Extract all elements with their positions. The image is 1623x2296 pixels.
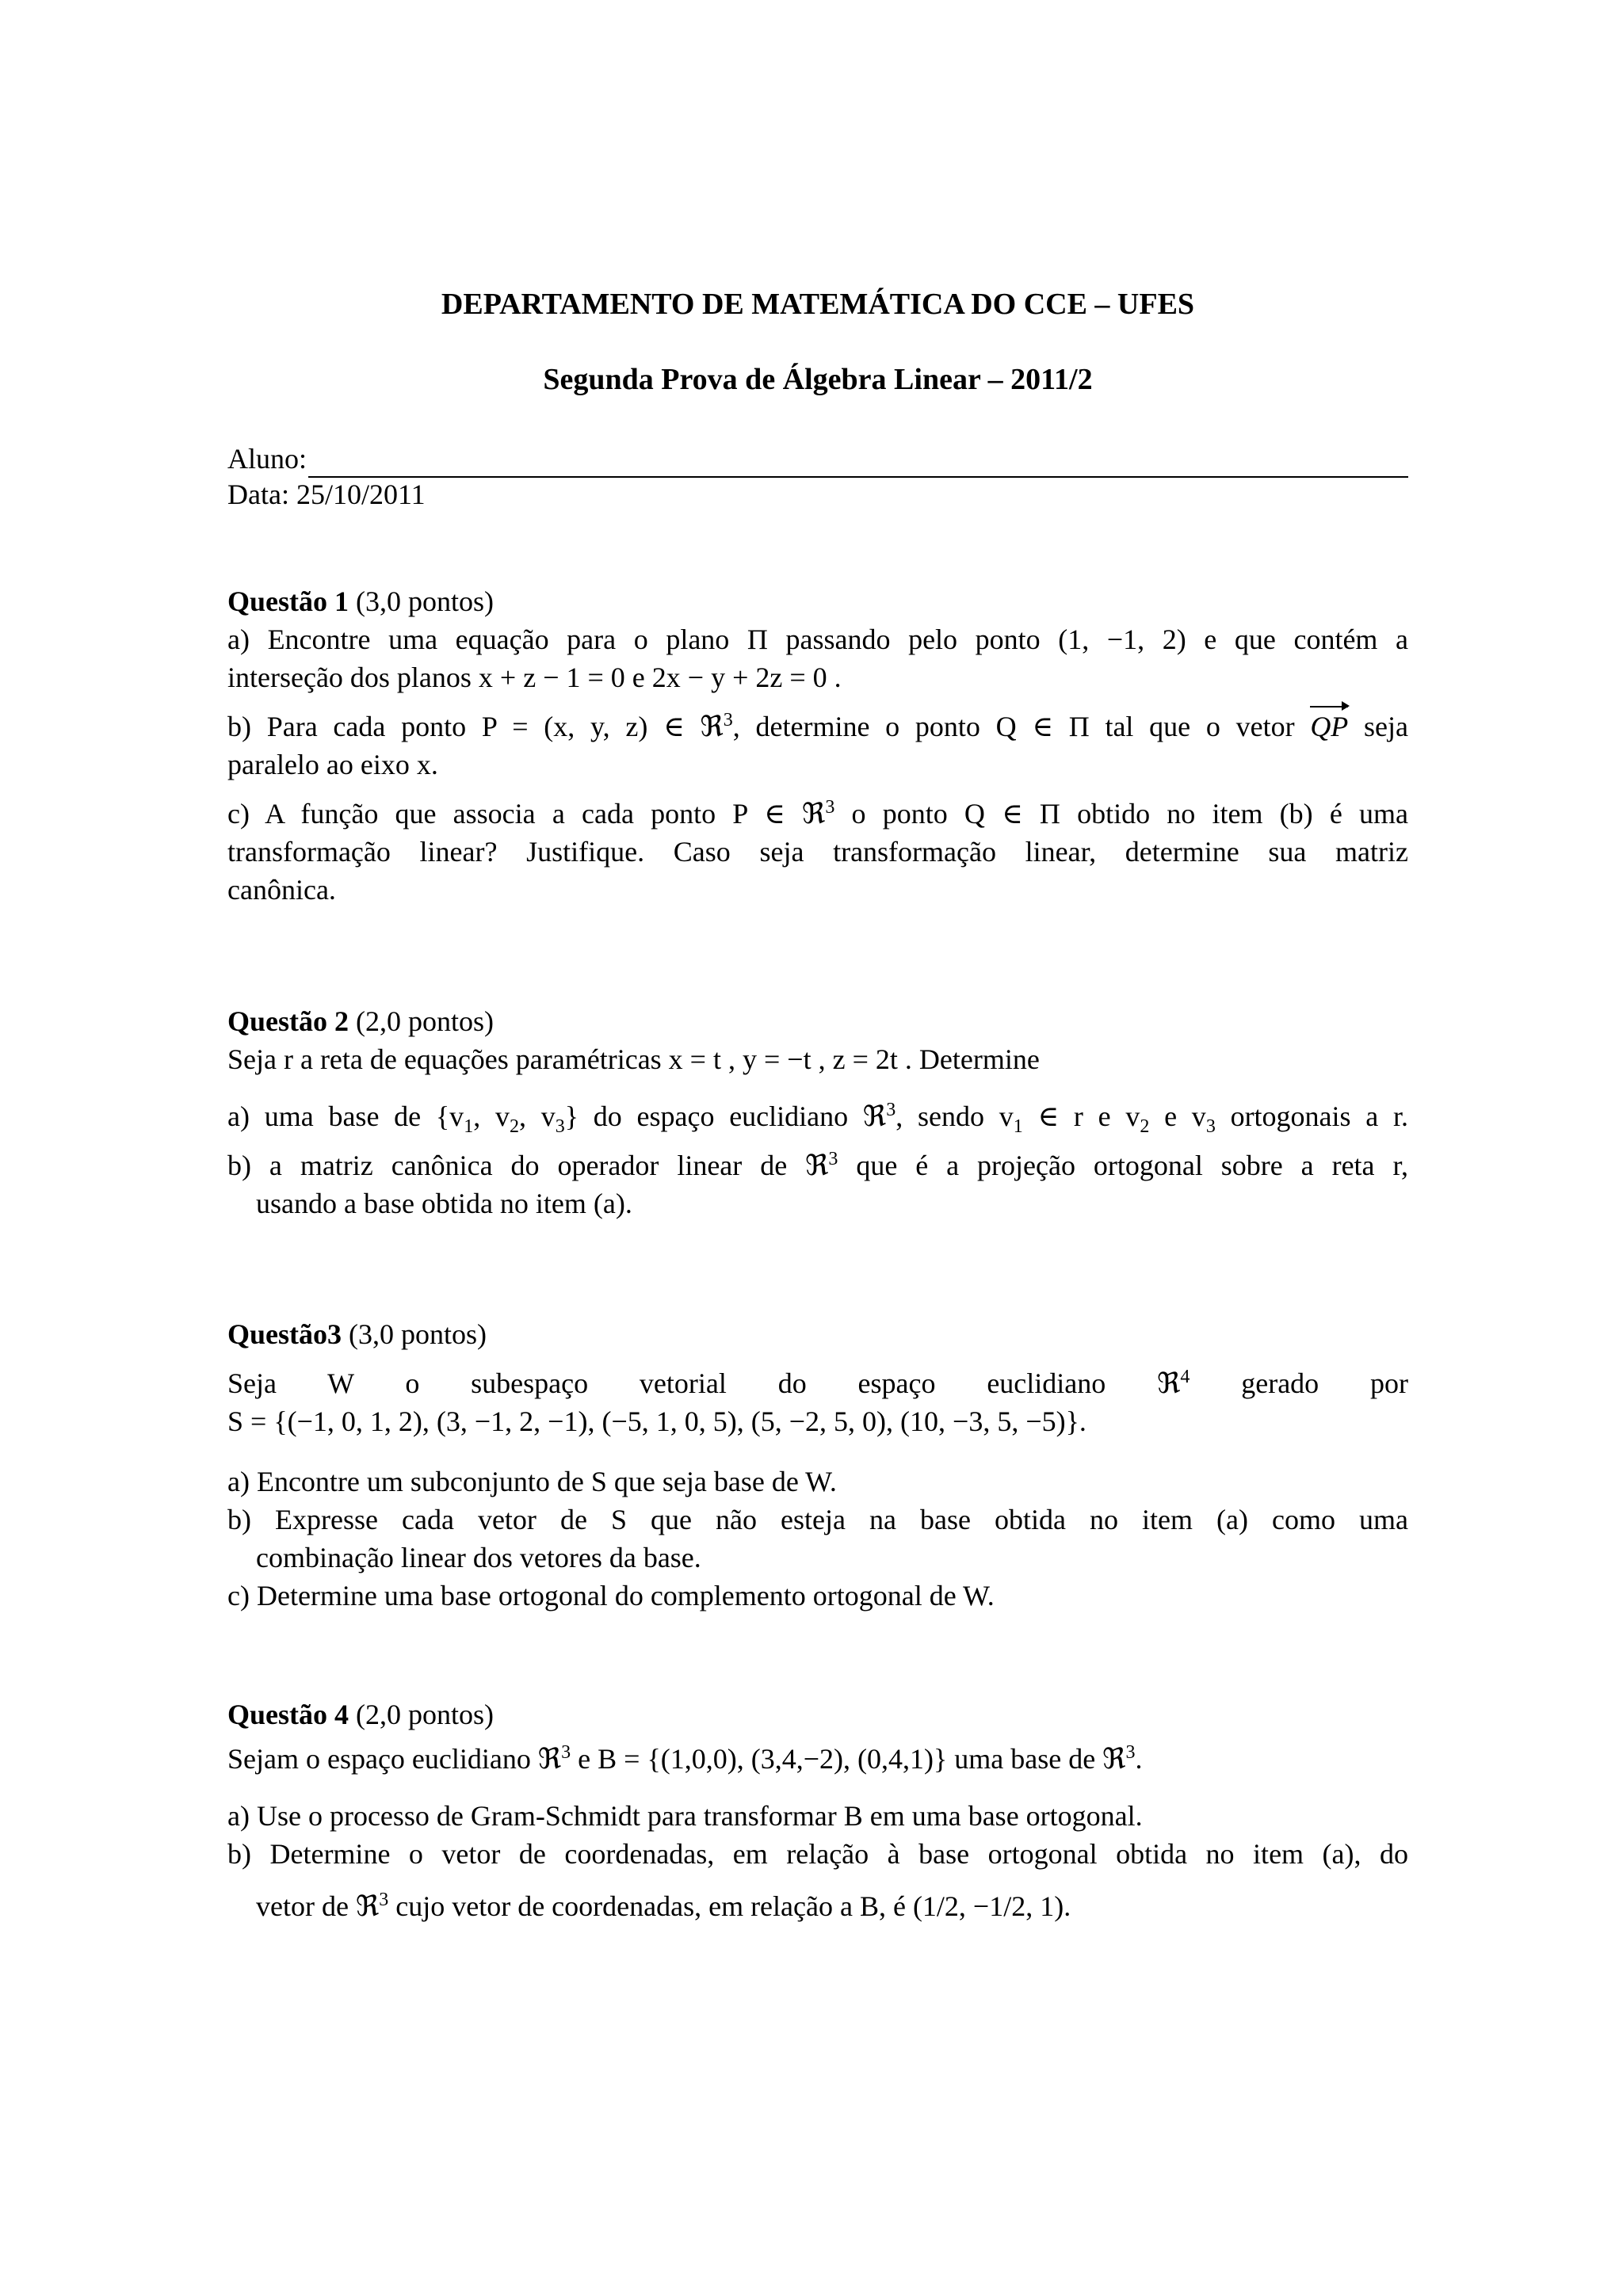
question-2 (227, 1002, 1408, 1222)
vector-qp: QP (1310, 707, 1348, 746)
name-blank-line (308, 448, 1408, 478)
q4-intro: Sejam o espaço euclidiano ℜ$^3$ e B = {(1,0,0), (3,4,−2), (0,4,1)} uma base de ℜ$^3$. (227, 1742, 1143, 1775)
q1-item-a-line2: interseção dos planos x + z − 1 = 0 e 2x − y + 2z = 0 . (227, 662, 842, 693)
question-3 (227, 1315, 1408, 1615)
q2-item-b-line1: b) a matriz canônica do operador linear de ℜ$^3$ que é a projeção ortogonal sobre a reta r, (227, 1149, 1409, 1181)
q1-item-c-line2: transformação linear? Justifique. Caso seja transformação linear, determine sua matriz (227, 836, 1408, 868)
q1-item-c-line3: canônica. (227, 874, 336, 906)
q1-item-c-line1: c) A função que associa a cada ponto P ∈ ℜ$^3$ o ponto Q ∈ Π obtido no item (b) é uma (227, 797, 1408, 830)
q4-item-b-line1: b) Determine o vetor de coordenadas, em relação à base ortogonal obtida no item (a), do (227, 1838, 1408, 1870)
student-name-line (227, 440, 1408, 478)
q2-item-a: a) uma base de {$v_1$, $v_2$, $v_3$} do espaço euclidiano ℜ$^3$, sendo $v_1$ ∈ r e $v_2$ e $v_3$ ortogonais a r. (227, 1100, 1409, 1138)
q2-item-b-line2: usando a base obtida no item (a). (256, 1188, 632, 1219)
q3-intro: Seja W o subespaço vetorial do espaço euclidiano ℜ$^4$ gerado por (227, 1367, 1408, 1399)
q3-set-s: S = {(−1, 0, 1, 2), (3, −1, 2, −1), (−5, 1, 0, 5), (5, −2, 5, 0), (10, −3, 5, −5)}. (227, 1405, 1086, 1437)
aluno-label: Aluno: (227, 443, 307, 475)
exam-title: Segunda Prova de Álgebra Linear – 2011/2 (543, 363, 1093, 396)
q3-item-b-line1: b) Expresse cada vetor de S que não esteja na base obtida no item (a) como uma (227, 1504, 1408, 1535)
q3-item-a: a) Encontre um subconjunto de S que seja base de W. (227, 1466, 837, 1497)
question-1 (227, 582, 1408, 909)
question-3-title: Questão3 (3,0 pontos) (227, 1318, 487, 1350)
question-4 (227, 1695, 1408, 1925)
q1-item-a-line1: a) Encontre uma equação para o plano Π passando pelo ponto (1, −1, 2) e que contém a (227, 624, 1408, 655)
question-2-title: Questão 2 (2,0 pontos) (227, 1005, 494, 1037)
question-1-title: Questão 1 (3,0 pontos) (227, 585, 494, 617)
exam-date: Data: 25/10/2011 (227, 479, 426, 510)
q2-intro: Seja r a reta de equações paramétricas x = t , y = −t , z = 2t . Determine (227, 1043, 1040, 1075)
department-heading: DEPARTAMENTO DE MATEMÁTICA DO CCE – UFES (441, 288, 1195, 321)
q3-item-b-line2: combinação linear dos vetores da base. (256, 1542, 701, 1573)
q1-item-b-line1: b) Para cada ponto P = (x, y, z) ∈ ℜ$^3$, determine o ponto Q ∈ Π tal que o vetor QP seja (227, 707, 1408, 746)
q3-item-c: c) Determine uma base ortogonal do complemento ortogonal de W. (227, 1580, 995, 1611)
q4-item-a: a) Use o processo de Gram-Schmidt para transformar B em uma base ortogonal. (227, 1800, 1143, 1832)
q4-item-b-line2: vetor de ℜ$^3$ cujo vetor de coordenadas, em relação a B, é (1/2, −1/2, 1). (256, 1890, 1071, 1922)
q1-item-b-line2: paralelo ao eixo x. (227, 749, 438, 780)
question-4-title: Questão 4 (2,0 pontos) (227, 1699, 494, 1730)
